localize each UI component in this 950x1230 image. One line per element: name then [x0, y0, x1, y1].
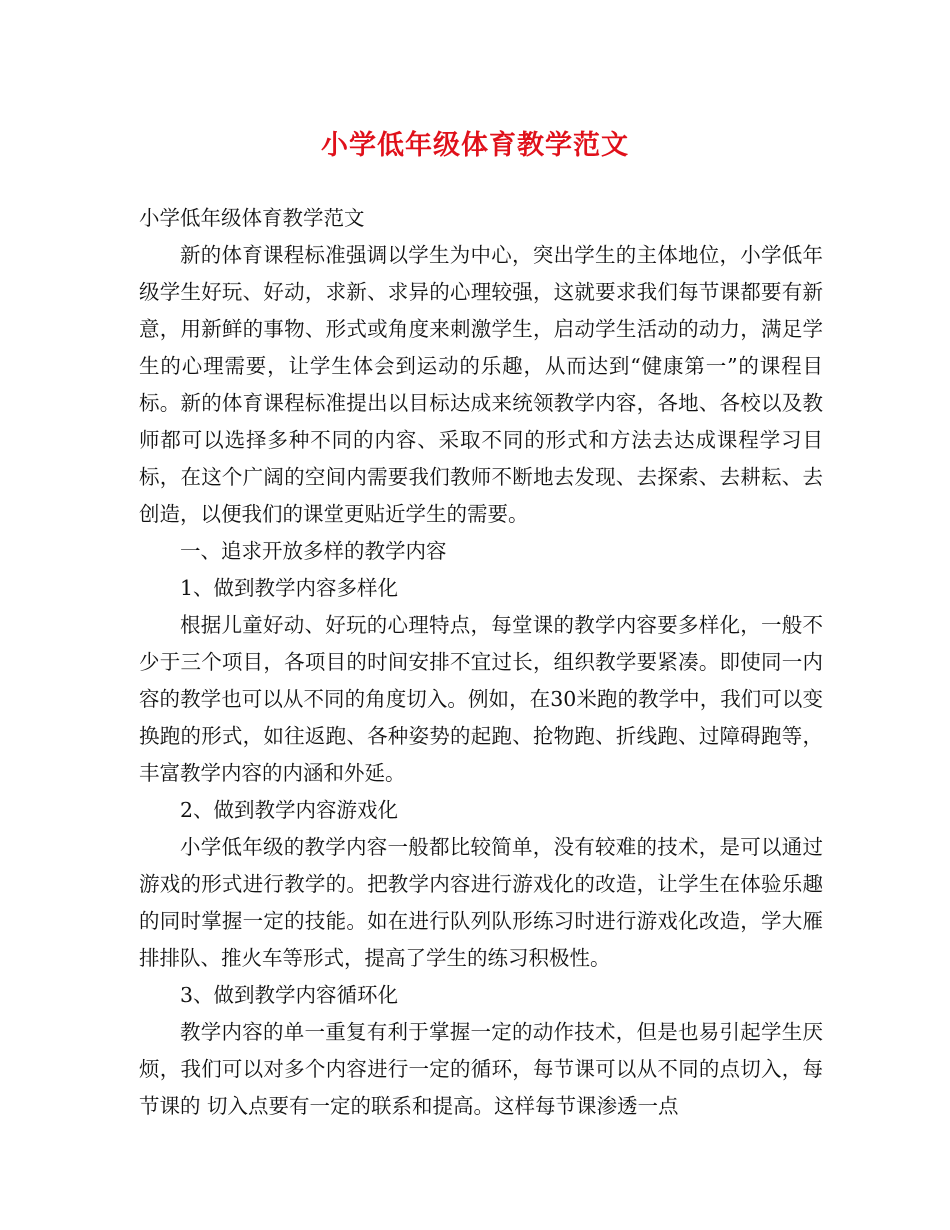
subsection-heading: 1、做到教学内容多样化 — [180, 576, 399, 600]
paragraph: 小学低年级的教学内容一般都比较简单，没有较难的技术，是可以通过游戏的形式进行教学的。把教学内容进行游戏化的改造，让学生在体验乐趣的同时掌握一定的技能。如在进行队列队形练习时进行游戏化改造，学大雁排排队、推火车等形式，提高了学生的练习积极性。 — [139, 835, 823, 970]
paragraph: 新的体育课程标准强调以学生为中心，突出学生的主体地位，小学低年级学生好玩、好动，求新、求异的心理较强，这就要求我们每节课都要有新意，用新鲜的事物、形式或角度来刺激学生，启动学生活动的动力，满足学生的心理需要，让学生体会到运动的乐趣，从而达到“健康第一”的课程目标。新的体育课程标准提出以目标达成来统领教学内容，各地、各校以及教师都可以选择多种不同的内容、采取不同的形式和方法去达成课程学习目标，在这个广阔的空间内需要我们教师不断地去发现、去探索、去耕耘、去创造，以便我们的课堂更贴近学生的需要。 — [139, 243, 823, 526]
paragraph: 根据儿童好动、好玩的心理特点，每堂课的教学内容要多样化，一般不少于三个项目，各项目的时间安排不宜过长，组织教学要紧凑。即使同一内容的教学也可以从不同的角度切入。例如，在30米跑的教学中，我们可以变换跑的形式，如往返跑、各种姿势的起跑、抢物跑、折线跑、过障碍跑等，丰富教学内容的内涵和外延。 — [139, 613, 823, 785]
document-body — [139, 200, 823, 1125]
subsection-heading: 3、做到教学内容循环化 — [180, 983, 399, 1007]
paragraph: 教学内容的单一重复有利于掌握一定的动作技术，但是也易引起学生厌烦，我们可以对多个内容进行一定的循环，每节课可以从不同的点切入，每节课的 切入点要有一定的联系和提高。这样每节课渗透一点 — [139, 1020, 823, 1118]
subsection-heading: 2、做到教学内容游戏化 — [180, 798, 399, 822]
section-heading: 一、追求开放多样的教学内容 — [180, 539, 447, 563]
document-title: 小学低年级体育教学范文 — [321, 130, 629, 161]
paragraph: 小学低年级体育教学范文 — [139, 206, 365, 230]
